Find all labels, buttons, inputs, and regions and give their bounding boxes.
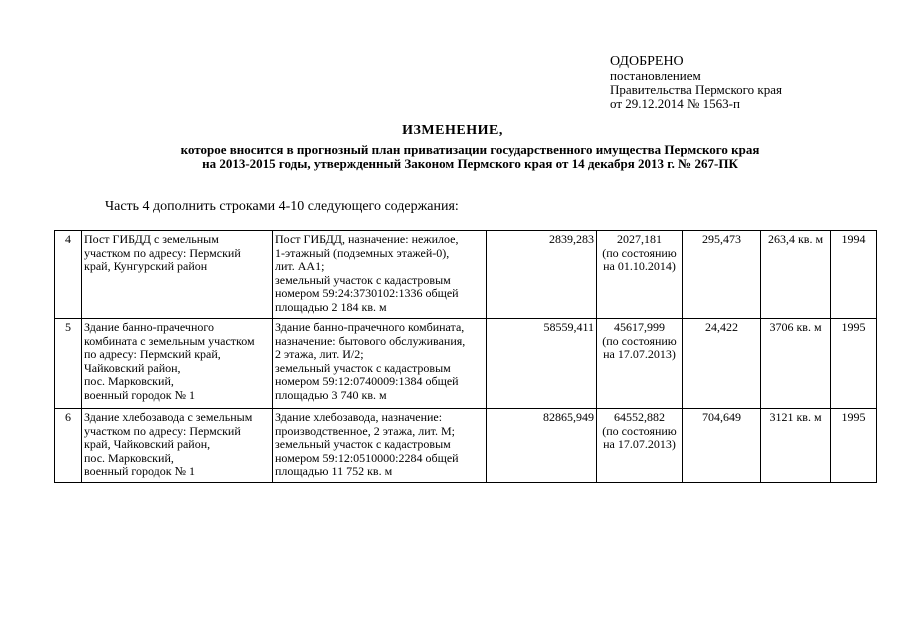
object-description-line: Пост ГИБДД, назначение: нежилое, (275, 232, 459, 246)
value-note-line: на 01.10.2014) (603, 259, 676, 273)
value-note-line: (по состоянию (602, 245, 677, 260)
year-cell: 1995 (831, 409, 877, 483)
value-main: 45617,999 (614, 320, 665, 334)
approval-line: постановлением (610, 68, 701, 83)
object-description (273, 319, 487, 409)
object-name-line: Здание хлебозавода с земельным (84, 410, 253, 424)
value-cell: 58559,411 (487, 319, 597, 409)
document-title: ИЗМЕНЕНИЕ, (402, 123, 503, 138)
privatization-table (54, 230, 877, 483)
value-cell: 295,473 (683, 231, 761, 319)
object-name-line: Пост ГИБДД с земельным (84, 232, 219, 246)
object-name (82, 319, 273, 409)
object-name-line: край, Кунгурский район (84, 259, 208, 273)
object-name-line: участком по адресу: Пермский (84, 423, 241, 438)
value-note-line: на 17.07.2013) (603, 437, 676, 451)
object-name-line: по адресу: Пермский край, (84, 347, 221, 361)
object-name-line: пос. Марковский, (84, 374, 174, 388)
document-subtitle (120, 143, 820, 171)
object-name-line: Чайковский район, (84, 360, 181, 375)
area-cell: 3706 кв. м (761, 319, 831, 409)
object-name-line: военный городок № 1 (84, 464, 196, 478)
object-description-line: земельный участок с кадастровым (275, 437, 451, 451)
value-cell (597, 231, 683, 319)
row-number: 5 (55, 319, 82, 409)
object-description (273, 409, 487, 483)
object-description-line: земельный участок с кадастровым (275, 360, 451, 375)
object-description-line: 2 этажа, лит. И/2; (275, 347, 364, 361)
row-number: 6 (55, 409, 82, 483)
object-name-line: край, Чайковский район, (84, 437, 211, 451)
object-description (273, 231, 487, 319)
object-description-line: площадью 2 184 кв. м (275, 299, 387, 314)
object-description-line: номером 59:24:3730102:1336 общей (275, 286, 459, 300)
approval-line: ОДОБРЕНО (610, 54, 684, 69)
area-cell: 3121 кв. м (761, 409, 831, 483)
subtitle-line: которое вносится в прогнозный план приватизации государственного имущества Пермского края (180, 142, 760, 157)
approval-line: от 29.12.2014 № 1563-п (610, 96, 740, 111)
object-name-line: комбината с земельным участком (84, 333, 255, 348)
value-cell (597, 409, 683, 483)
object-name (82, 409, 273, 483)
approval-stamp (610, 55, 782, 111)
row-number: 4 (55, 231, 82, 319)
value-cell: 704,649 (683, 409, 761, 483)
object-description-line: Здание хлебозавода, назначение: (275, 410, 443, 424)
intro-text: Часть 4 дополнить строками 4-10 следующего содержания: (105, 199, 459, 214)
object-description-line: назначение: бытового обслуживания, (275, 333, 466, 348)
approval-line: Правительства Пермского края (610, 82, 782, 97)
object-name-line: Здание банно-прачечного (84, 320, 214, 334)
value-cell (597, 319, 683, 409)
table-row (55, 231, 877, 319)
year-cell: 1994 (831, 231, 877, 319)
object-description-line: номером 59:12:0510000:2284 общей (275, 450, 459, 465)
value-main: 64552,882 (614, 410, 665, 424)
value-cell: 82865,949 (487, 409, 597, 483)
object-description-line: площадью 11 752 кв. м (275, 464, 393, 478)
subtitle-line: на 2013-2015 годы, утвержденный Законом Пермского края от 14 декабря 2013 г. № 267-ПК (202, 156, 738, 171)
object-name-line: участком по адресу: Пермский (84, 245, 241, 260)
value-main: 2027,181 (617, 232, 662, 246)
value-note-line: на 17.07.2013) (603, 347, 676, 361)
object-description-line: производственное, 2 этажа, лит. М; (275, 423, 455, 438)
area-cell: 263,4 кв. м (761, 231, 831, 319)
object-description-line: 1-этажный (подземных этажей-0), (275, 245, 450, 260)
object-description-line: лит. АА1; (275, 259, 325, 273)
object-description-line: площадью 3 740 кв. м (275, 387, 387, 402)
table-row (55, 319, 877, 409)
object-description-line: номером 59:12:0740009:1384 общей (275, 374, 459, 388)
object-description-line: земельный участок с кадастровым (275, 272, 451, 287)
value-cell: 2839,283 (487, 231, 597, 319)
value-note-line: (по состоянию (602, 423, 677, 438)
year-cell: 1995 (831, 319, 877, 409)
object-description-line: Здание банно-прачечного комбината, (275, 320, 465, 334)
object-name-line: военный городок № 1 (84, 387, 196, 402)
value-note-line: (по состоянию (602, 333, 677, 348)
table-row (55, 409, 877, 483)
object-name-line: пос. Марковский, (84, 450, 174, 465)
value-cell: 24,422 (683, 319, 761, 409)
object-name (82, 231, 273, 319)
